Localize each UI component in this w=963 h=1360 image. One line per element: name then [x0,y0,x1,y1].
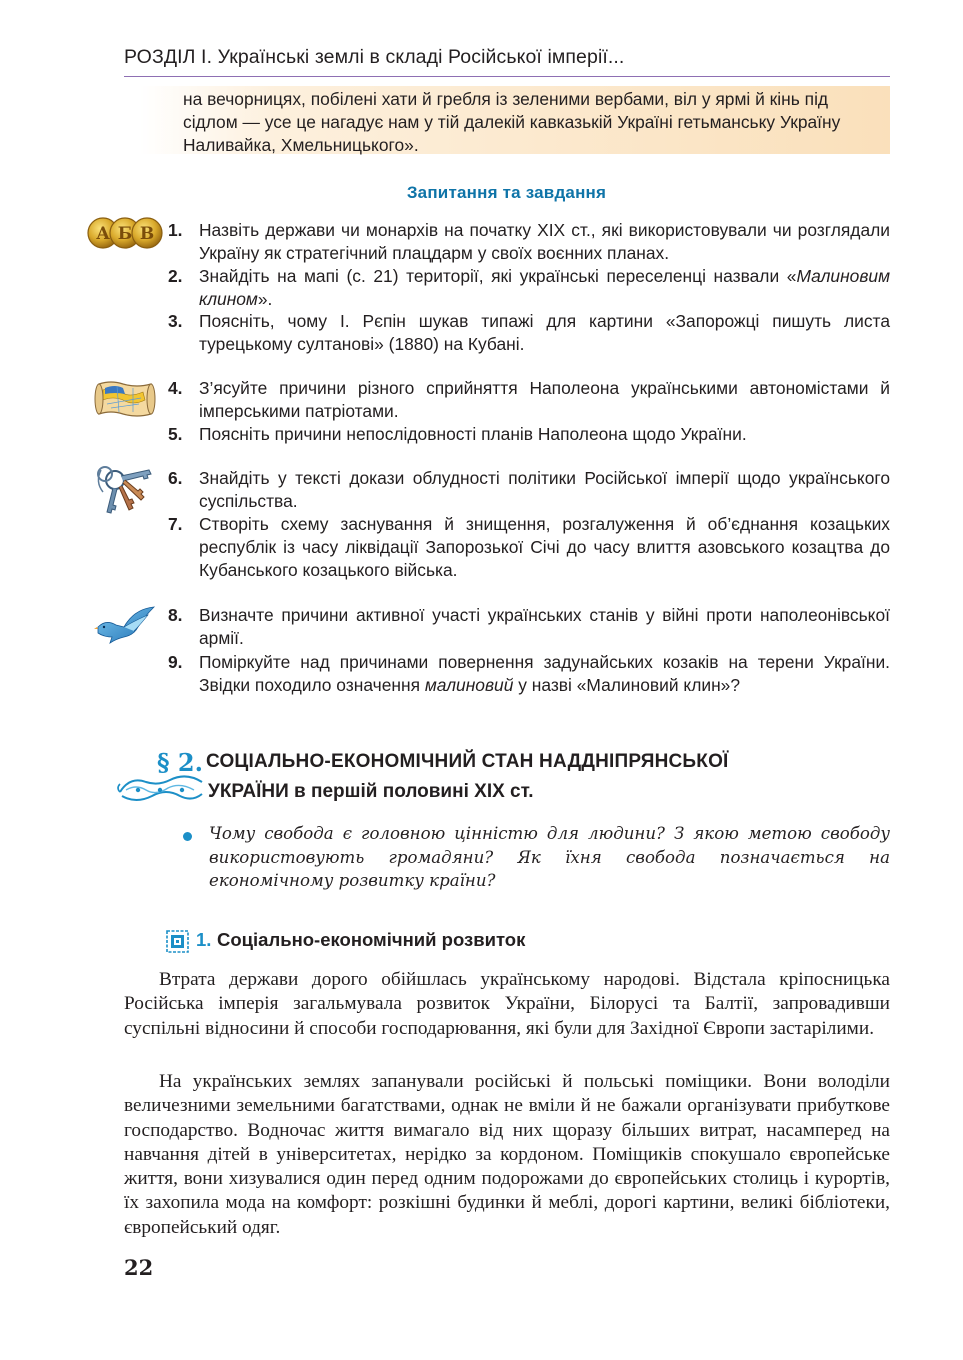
task-number: 7. [168,514,183,534]
task-number: 3. [168,311,183,331]
task-text-part: Поміркуйте над причинами повернення задунайських козаків на терени України. Звідки походило означення [199,652,890,696]
questions-title: Запитання та завдання [406,183,607,202]
task-item [168,513,890,583]
abv-coins-icon [86,215,164,251]
task-text: Поясніть, чому І. Рєпін шукав типажі для картини «Запорожці пишуть листа турецькому султанові» (1880) на Кубані. [199,311,890,355]
task-number: 4. [168,378,183,398]
dove-icon [94,605,158,645]
task-number: 8. [168,605,183,625]
section-number: § 2. [157,748,203,777]
task-text: Створіть схему заснування й знищення, розгалуження й об’єднання козацьких республік із часу ліквідації Запорозької Січі до часу влиття азовського козацтва до Кубанського козацького війська. [199,514,890,581]
ornament-icon [116,770,206,808]
map-scroll-icon [93,378,157,422]
section-title-line1: СОЦІАЛЬНО-ЕКОНОМІЧНИЙ СТАН НАДДНІПРЯНСЬКОЇ [206,751,729,772]
square-ornament-icon [166,930,189,953]
task-text-emphasis: малиновий [424,675,514,696]
task-item [168,467,890,513]
task-item [168,651,890,697]
section-intro: Чому свобода є головною цінністю для людини? З якою метою свободу використовують громадяни? Як їхня свобода позначається на економічному розвитку країни? [209,824,890,890]
task-number: 9. [168,652,183,672]
svg-text:А: А [96,224,110,244]
header-rule [124,76,890,77]
task-item [168,423,890,446]
task-item [168,310,890,356]
task-item [168,265,890,311]
task-item [168,219,890,265]
task-number: 2. [168,266,183,286]
subsection-number: 1. [196,929,212,950]
task-text-part: ». [257,289,273,310]
svg-text:Б: Б [117,224,133,244]
page-number: 22 [124,1255,154,1280]
task-text: Поясніть причини непослідовності планів Наполеона щодо України. [199,424,747,444]
svg-text:В: В [139,224,155,244]
body-paragraph: На українських землях запанували російські й польські поміщики. Вони володіли величезними земельними багатствами, однак не вміли й не бажали організувати прибуткове господарство. Водночас життя вимагало від них щоразу більших витрат, насамперед на навчання дітей в університетах, нерідко за кордоном. Поміщиків спокушало європейське життя, вони хизувалися один перед одним подорожами до європейських столиць і курортів, їх захопила мода на комфорт: розкішні будинки й меблі, дорогі картини, великі бібліотеки, європейський одяг. [124,1071,890,1238]
bullet-icon [183,832,192,841]
task-text [199,651,890,697]
task-number: 1. [168,220,183,240]
task-text: З’ясуйте причини різного сприйняття Наполеона українськими автономістами й імперськими патріотами. [199,378,890,422]
task-text: Знайдіть у тексті докази облудності політики Російської імперії щодо українського суспільства. [199,468,890,512]
body-paragraph: Втрата держави дорого обійшлась українському народові. Відстала кріпосницька Російська імперія загальмувала розвиток України, Білорусі та Балтії, запровадивши суспільні відносини й способи господарювання, які були для Західної Європи застарілими. [124,969,890,1039]
task-item [168,377,890,423]
task-text: Назвіть держави чи монархів на початку ХІХ ст., які використовували чи розглядали Україну як стратегічний плацдарм у своїх воєнних планах. [199,220,890,264]
task-text-part: Знайдіть на мапі (с. 21) території, які українські переселенці назвали « [199,266,797,286]
section-title-line2: УКРАЇНИ в першій половині ХІХ ст. [208,781,534,802]
task-number: 6. [168,468,183,488]
task-text: Визначте причини активної участі українських станів у війні проти наполеонівської армії. [199,605,890,649]
subsection-title: Соціально-економічний розвиток [217,929,526,950]
task-text-emphasis: Малиновим клином [199,266,890,310]
keys-icon [93,462,157,518]
task-text [199,265,890,311]
task-number: 5. [168,424,183,444]
quote-text: на вечорницях, побілені хати й гребля із зеленими вербами, віл у ярмі й кінь під сідлом — усе це нагадує нам у тій далекій кавказькій Україні гетьманську Україну Наливайка, Хмельницького». [183,89,841,156]
task-item [168,604,890,650]
task-text-part: у назві «Малиновий клин»? [513,675,741,696]
running-header: РОЗДІЛ І. Українські землі в складі Російської імперії... [124,46,625,68]
